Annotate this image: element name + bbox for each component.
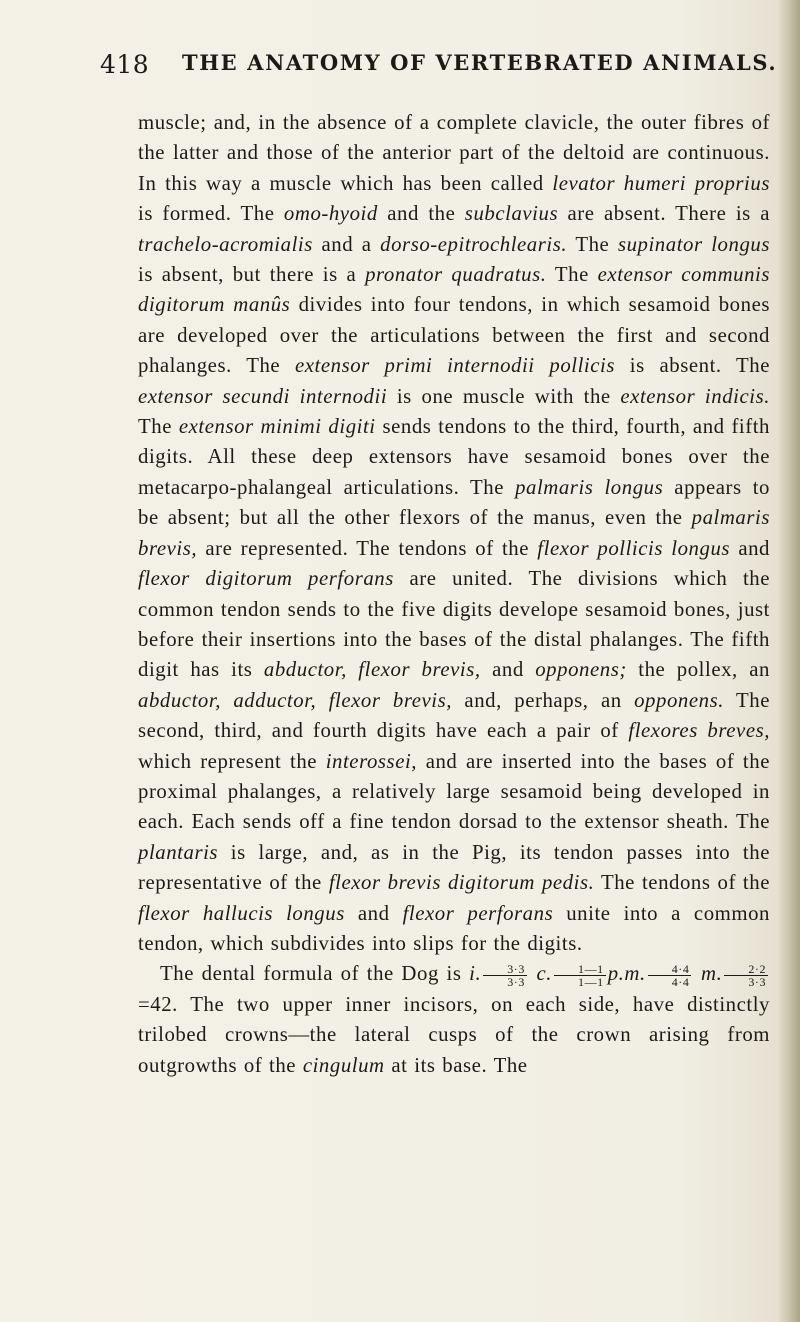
italic-term: supinator longus	[617, 232, 770, 256]
text-run: the pollex, an	[626, 658, 770, 682]
italic-term: flexor hallucis longus	[138, 901, 345, 925]
text-run: The	[138, 415, 179, 439]
italic-term: palmaris longus	[515, 475, 664, 499]
italic-term: opponens.	[634, 688, 724, 712]
fraction-denominator: 3·3	[507, 975, 525, 990]
fraction-numerator: 3·3	[483, 963, 527, 976]
text-run: are absent. There is a	[558, 202, 770, 226]
text-run: and	[344, 901, 403, 925]
fraction-numerator: 2·2	[724, 963, 768, 976]
text-run	[529, 962, 537, 985]
italic-term: levator humeri proprius	[552, 171, 770, 195]
text-run: The	[567, 232, 618, 256]
italic-term: trachelo-acromialis	[138, 232, 313, 256]
fraction-denominator: 1—1	[578, 975, 604, 990]
text-run: is formed. The	[138, 202, 284, 226]
italic-term: extensor secundi internodii	[138, 384, 388, 408]
text-run: which represent the	[138, 749, 326, 773]
text-run: and a	[312, 232, 381, 256]
italic-term: palmaris brevis,	[138, 506, 770, 560]
text-run: and the	[377, 202, 465, 226]
page-header	[100, 50, 800, 90]
italic-term: extensor indicis.	[620, 384, 770, 408]
italic-term: flexor brevis digitorum pedis.	[328, 871, 595, 895]
paragraph-muscles	[138, 108, 770, 959]
italic-term: interossei,	[325, 749, 418, 773]
text-run: The dental formula of the Dog is	[160, 962, 470, 986]
text-run: is absent, but there is a	[138, 263, 366, 287]
text-run	[693, 962, 701, 985]
italic-term: flexor pollicis longus	[537, 536, 731, 560]
page-number: 418	[100, 50, 150, 79]
text-run: unite into a common tendon, which subdivides into slips for the digits.	[138, 901, 771, 955]
italic-term: abductor, adductor, flexor brevis,	[138, 688, 453, 712]
text-run: are represented. The tendons of the	[197, 536, 538, 560]
italic-term: flexores breves,	[628, 719, 770, 743]
running-title: THE ANATOMY OF VERTEBRATED ANIMALS.	[182, 50, 778, 75]
italic-term: pronator quadratus.	[365, 263, 547, 287]
italic-term: omo-hyoid	[283, 202, 378, 226]
formula-label: m.	[701, 962, 723, 986]
text-run: at its base. The	[384, 1053, 528, 1077]
text-run: The tendons of the	[594, 871, 770, 895]
formula-fraction	[483, 963, 527, 988]
text-run: The second, third, and fourth digits have each a pair of	[138, 688, 770, 743]
text-run: muscle; and, in the absence of a complete clavicle, the outer fibres of the latter and those of the anterior part of the deltoid are continuous. In this way a muscle which has been called	[138, 111, 770, 195]
text-run: are united. The divisions which the common tendon sends to the five digits develope sesamoid bones, just before their insertions into the bases of the distal phalanges. The fifth digit has its	[138, 567, 770, 682]
italic-term: extensor communis digitorum manûs	[138, 263, 771, 317]
text-run: and are inserted into the bases of the proximal phalanges, a relatively large sesamoid being developed in each. Each sends off a fine tendon dorsad to the extensor sheath. The	[138, 749, 770, 834]
text-run: is one muscle with the	[387, 384, 621, 408]
formula-label: i.	[469, 962, 482, 986]
italic-term: extensor minimi digiti	[178, 415, 376, 439]
italic-term: abductor, flexor brevis,	[263, 658, 481, 682]
italic-term: extensor primi internodii pollicis	[294, 354, 616, 378]
formula-fraction	[554, 963, 606, 988]
text-run: is large, and, as in the Pig, its tendon passes into the representative of the	[138, 840, 770, 895]
text-run: and	[480, 658, 536, 682]
text-run: The two upper inner incisors, on each side, have distinctly trilobed crowns—the lateral cusps of the crown arising from outgrowths of the	[138, 992, 770, 1077]
text-run: and	[730, 536, 770, 560]
text-run: =42.	[138, 992, 178, 1016]
italic-term: cingulum	[302, 1053, 385, 1077]
text-run: and, perhaps, an	[452, 688, 635, 712]
formula-fraction	[724, 963, 768, 988]
italic-term: flexor perforans	[402, 901, 554, 925]
formula-fraction	[648, 963, 692, 988]
text-run: The	[546, 263, 598, 287]
fraction-denominator: 3·3	[748, 975, 767, 990]
text-run: sends tendons to the third, fourth, and fifth digits. All these deep extensors have sesamoid bones over the metacarpo-phalangeal articulations. The	[138, 415, 770, 499]
page-edge-shadow	[778, 0, 800, 1322]
italic-term: subclavius	[464, 202, 559, 226]
formula-label: p.m.	[607, 962, 646, 986]
formula-label: c.	[536, 962, 553, 986]
body-text	[138, 108, 770, 1081]
fraction-numerator: 1—1	[554, 963, 606, 976]
italic-term: opponens;	[535, 658, 627, 682]
paragraph-dental-formula	[138, 959, 770, 1081]
fraction-numerator: 4·4	[648, 963, 692, 976]
italic-term: flexor digitorum perforans	[138, 567, 394, 591]
text-run: is absent. The	[615, 354, 770, 378]
text-run: appears to be absent; but all the other flexors of the manus, even the	[138, 475, 770, 530]
text-run: divides into four tendons, in which sesamoid bones are developed over the articulations between the first and second phalanges. The	[138, 293, 771, 378]
italic-term: dorso-epitrochlearis.	[380, 232, 568, 256]
italic-term: plantaris	[138, 840, 219, 864]
fraction-denominator: 4·4	[671, 975, 690, 990]
